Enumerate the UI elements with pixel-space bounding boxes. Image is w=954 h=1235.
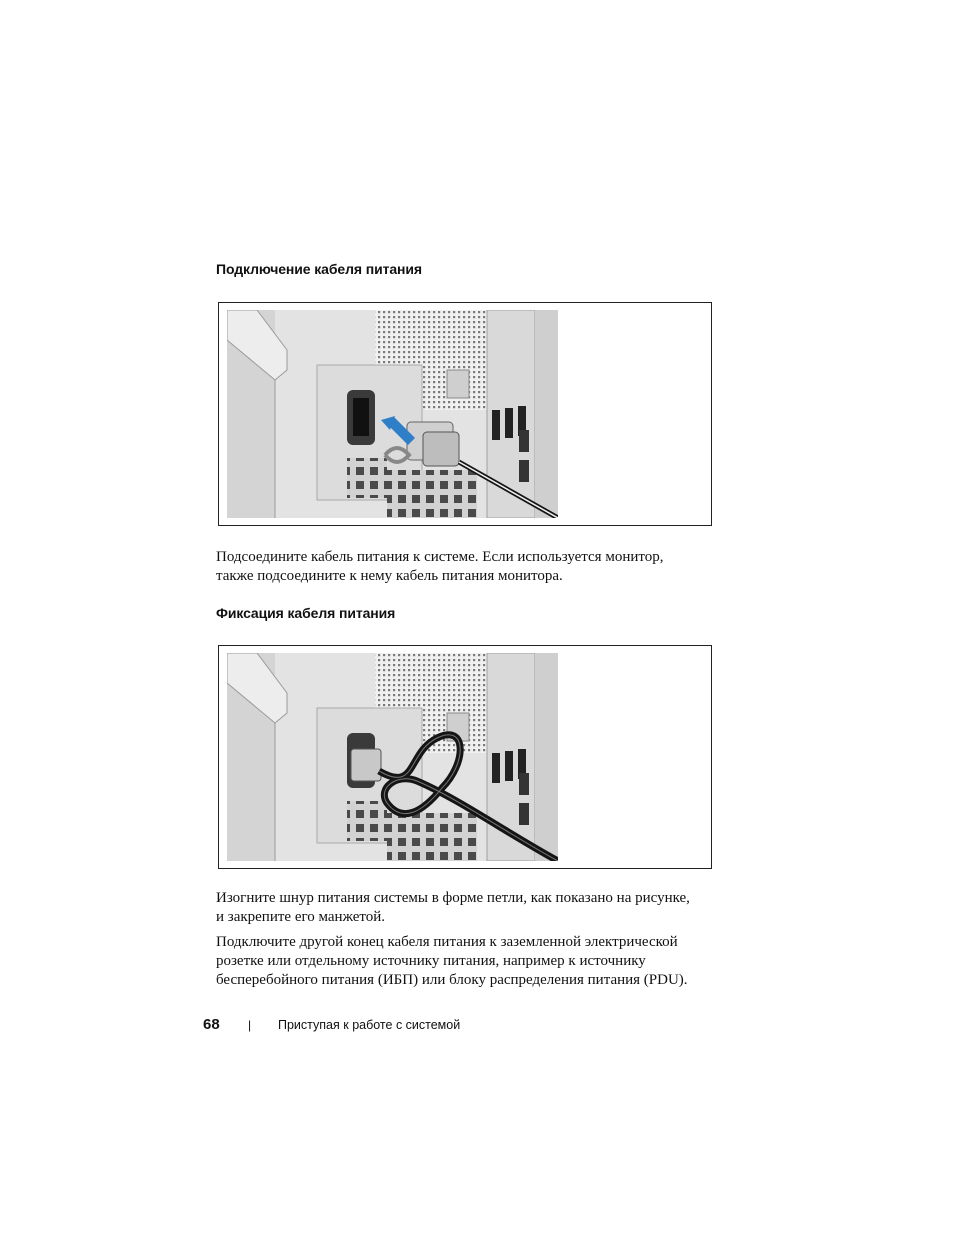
paragraph-line: также подсоедините к нему кабель питания монитора. (216, 568, 563, 584)
figure-secure-power-cable (218, 645, 712, 869)
figure-connect-power-cable (218, 302, 712, 526)
paragraph-connect-power (216, 548, 716, 586)
server-rear-illustration-loop (227, 653, 558, 861)
page-footer (203, 1016, 703, 1036)
paragraph-line: бесперебойного питания (ИБП) или блоку распределения питания (PDU). (216, 972, 688, 988)
server-rear-illustration-plug (227, 310, 558, 518)
paragraph-loop-cable (216, 889, 716, 927)
paragraph-line: розетке или отдельному источнику питания, например к источнику (216, 953, 646, 969)
page-number: 68 (203, 1016, 220, 1033)
paragraph-line: Подсоедините кабель питания к системе. Если используется монитор, (216, 549, 664, 565)
section-heading-connect-power: Подключение кабеля питания (216, 261, 422, 277)
paragraph-line: Изогните шнур питания системы в форме петли, как показано на рисунке, (216, 890, 690, 906)
paragraph-connect-outlet (216, 933, 716, 990)
footer-separator: | (248, 1018, 252, 1032)
paragraph-line: и закрепите его манжетой. (216, 909, 386, 925)
paragraph-line: Подключите другой конец кабеля питания к заземленной электрической (216, 934, 678, 950)
chapter-title: Приступая к работе с системой (278, 1018, 461, 1032)
section-heading-secure-power: Фиксация кабеля питания (216, 605, 396, 621)
